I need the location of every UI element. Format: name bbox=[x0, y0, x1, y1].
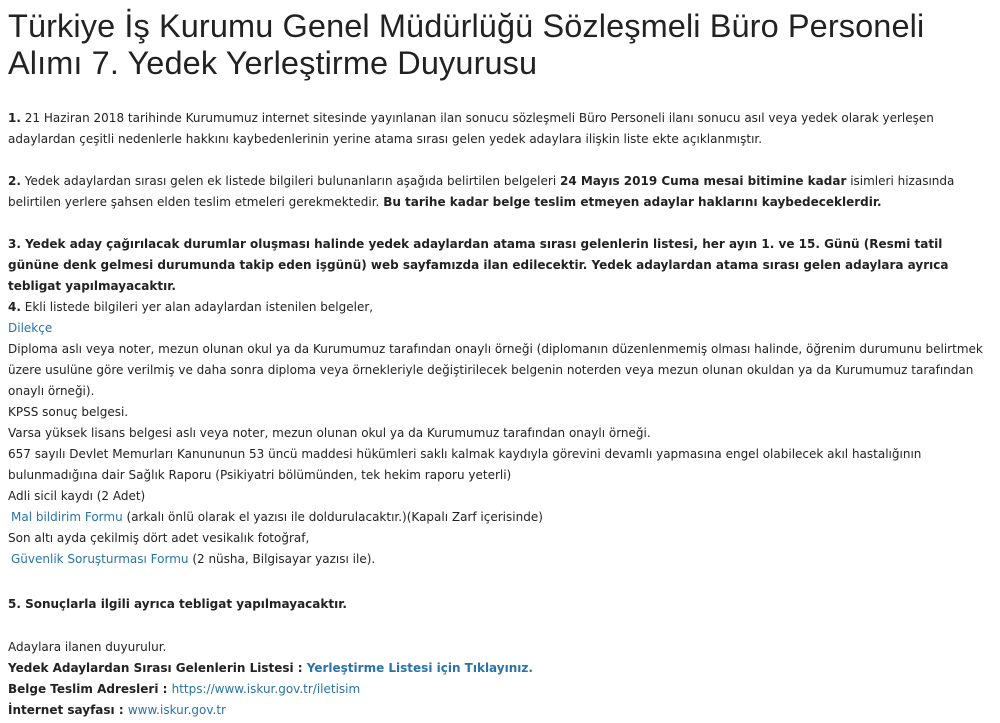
website-label: İnternet sayfası : bbox=[8, 703, 128, 717]
website-link[interactable]: www.iskur.gov.tr bbox=[127, 703, 226, 717]
deadline-text: 24 Mayıs 2019 Cuma mesai bitimine kadar bbox=[559, 174, 847, 188]
document-item-text: (2 nüsha, Bilgisayar yazısı ile). bbox=[188, 552, 376, 566]
address-label: Belge Teslim Adresleri : bbox=[8, 682, 172, 696]
paragraph-2 bbox=[8, 171, 992, 213]
document-item-master: Varsa yüksek lisans belgesi aslı veya noter, mezun olunan okul ya da Kurumumuz tarafından onaylı örneği. bbox=[8, 426, 651, 440]
paragraph-text: 3. Yedek aday çağırılacak durumlar oluşması halinde yedek adaylardan atama sırası gelenlerin listesi, her ayın 1. ve 15. Günü (Resmi tatil gününe denk gelmesi durumunda takip eden işgünü) web sayfamızda ilan edilecektir. Yedek adaylardan atama sırası gelen adaylara ayrıca tebligat yapılmayacaktır. bbox=[8, 237, 949, 293]
document-item-diploma: Diploma aslı veya noter, mezun olunan okul ya da Kurumumuz tarafından onaylı örneği (diplomanın düzenlenmemiş olması halinde, öğrenim durumunu belirtmek üzere usulüne göre verilmiş ve daha sonra diploma veya örnekleriyle değiştirilecek belgenin noterden veya mezun olunan okuldan ya da Kurumumuz tarafından onaylı örneği). bbox=[8, 342, 983, 398]
document-item-photo: Son altı ayda çekilmiş dört adet vesikalık fotoğraf, bbox=[8, 531, 310, 545]
paragraph-text: Yedek adaylardan sırası gelen ek listede bilgileri bulunanların aşağıda belirtilen belgeleri bbox=[20, 174, 560, 188]
document-item-health-report: 657 sayılı Devlet Memurları Kanununun 53 üncü maddesi hükümleri saklı kalmak kaydıyla görevini devamlı yapmasına engel olabilecek akıl hastalığının bulunmadığına dair Sağlık Raporu (Psikiyatri bölümünden, tek hekim raporu yeterli) bbox=[8, 447, 922, 482]
paragraph-number: 1. bbox=[8, 111, 21, 125]
paragraph-4 bbox=[8, 297, 992, 570]
placement-list-link[interactable]: Yerleştirme Listesi için Tıklayınız. bbox=[306, 661, 533, 675]
paragraph-text: 21 Haziran 2018 tarihinde Kurumumuz internet sitesinde yayınlanan ilan sonucu sözleşmeli Büro Personeli ilanı sonucu asıl veya yedek olarak yerleşen adaylardan çeşitli nedenlerle hakkını kaybedenlerinin yerine atama sırası gelen yedek adaylara ilişkin liste ekte açıklanmıştır. bbox=[8, 111, 934, 146]
document-item-text: (arkalı önlü olarak el yazısı ile doldurulacaktır.)(Kapalı Zarf içerisinde) bbox=[122, 510, 543, 524]
paragraph-text: isimleri hizasında belirtilen yerlere şahsen elden teslim etmeleri gerekmektedir. bbox=[8, 174, 955, 209]
paragraph-number: 4. bbox=[8, 300, 21, 314]
paragraph-text: 5. Sonuçlarla ilgili ayrıca tebligat yapılmayacaktır. bbox=[8, 597, 347, 611]
contact-address-link[interactable]: https://www.iskur.gov.tr/iletisim bbox=[171, 682, 361, 696]
paragraph-1 bbox=[8, 108, 992, 150]
document-item-kpss: KPSS sonuç belgesi. bbox=[8, 405, 129, 419]
paragraph-number: 2. bbox=[8, 174, 21, 188]
warning-text: Bu tarihe kadar belge teslim etmeyen adaylar haklarını kaybedeceklerdir. bbox=[383, 195, 882, 209]
footer-info bbox=[8, 637, 992, 721]
announcement-note: Adaylara ilanen duyurulur. bbox=[8, 640, 167, 654]
paragraph-5 bbox=[8, 594, 992, 615]
paragraph-text: Ekli listede bilgileri yer alan adaylardan istenilen belgeler, bbox=[20, 300, 374, 314]
paragraph-3 bbox=[8, 234, 992, 297]
asset-declaration-form-link[interactable]: Mal bildirim Formu bbox=[11, 510, 123, 524]
security-investigation-form-link[interactable]: Güvenlik Soruşturması Formu bbox=[11, 552, 189, 566]
list-label: Yedek Adaylardan Sırası Gelenlerin Listesi : bbox=[8, 661, 307, 675]
dilekce-link[interactable]: Dilekçe bbox=[8, 321, 53, 335]
page-title: Türkiye İş Kurumu Genel Müdürlüğü Sözleşmeli Büro Personeli Alımı 7. Yedek Yerleştirme Duyurusu bbox=[8, 8, 925, 81]
document-item-criminal-record: Adli sicil kaydı (2 Adet) bbox=[8, 489, 146, 503]
announcement bbox=[8, 8, 992, 717]
